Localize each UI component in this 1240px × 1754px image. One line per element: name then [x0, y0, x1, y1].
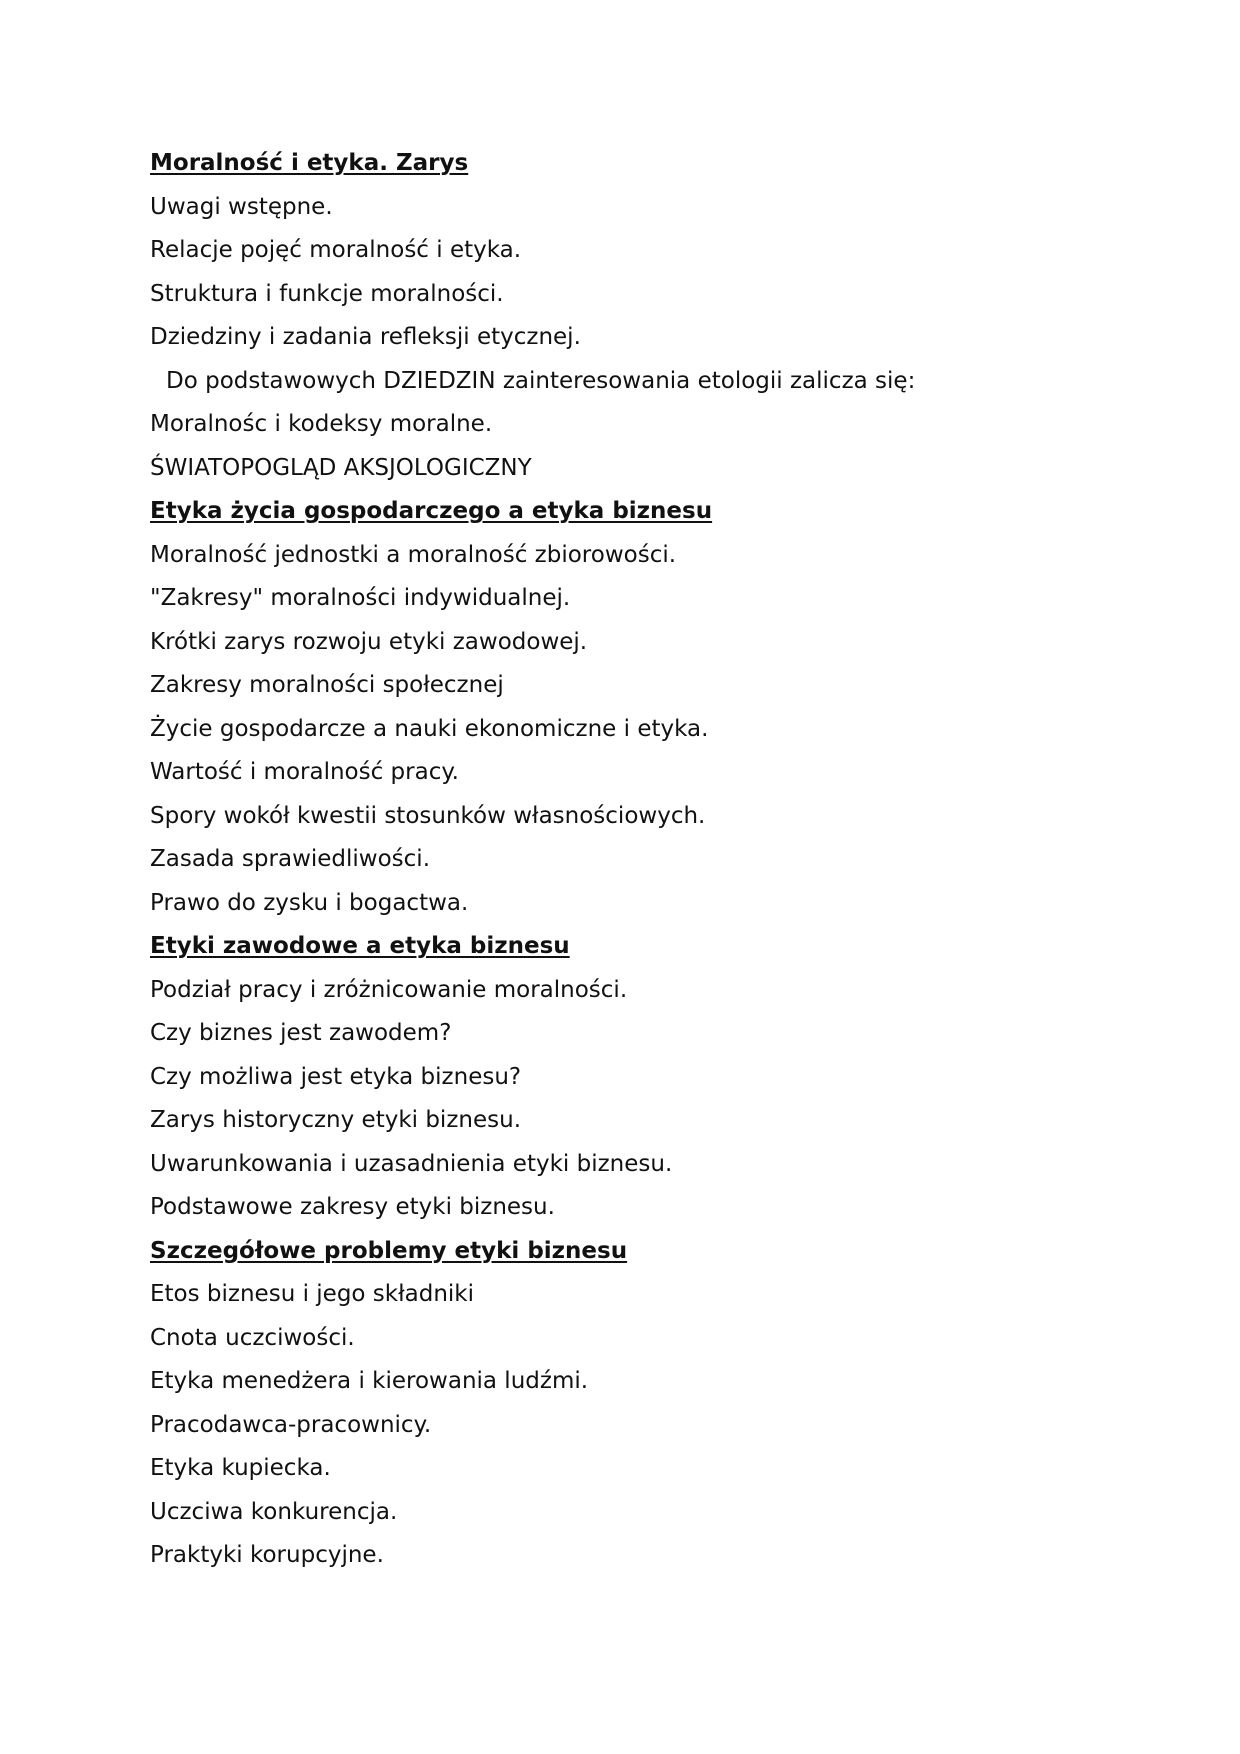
list-item: Krótki zarys rozwoju etyki zawodowej. — [150, 628, 588, 655]
list-item: "Zakresy" moralności indywidualnej. — [150, 585, 571, 611]
list-item: Do podstawowych DZIEDZIN zainteresowania etologii zalicza się: — [166, 367, 916, 394]
list-item: Moralnośc i kodeksy moralne. — [150, 411, 493, 437]
document-title: Moralność i etyka. Zarys — [150, 150, 469, 176]
list-item: Uczciwa konkurencja. — [150, 1498, 398, 1525]
list-item: Uwarunkowania i uzasadnienia etyki biznesu. — [150, 1150, 673, 1177]
list-item: Spory wokół kwestii stosunków własnościowych. — [150, 802, 706, 829]
list-item: Etyka menedżera i kierowania ludźmi. — [150, 1368, 589, 1394]
list-item: Prawo do zysku i bogactwa. — [150, 889, 469, 916]
list-item: Zasada sprawiedliwości. — [150, 846, 431, 872]
list-item: Podział pracy i zróżnicowanie moralności. — [150, 976, 628, 1003]
list-item: Czy możliwa jest etyka biznesu? — [150, 1063, 522, 1090]
list-item: Podstawowe zakresy etyki biznesu. — [150, 1194, 555, 1220]
list-item: Relacje pojęć moralność i etyka. — [150, 237, 522, 263]
section-heading: Szczegółowe problemy etyki biznesu — [150, 1237, 628, 1264]
list-item: Życie gospodarcze a nauki ekonomiczne i etyka. — [150, 715, 709, 742]
list-item: Wartość i moralność pracy. — [150, 759, 459, 785]
list-item: Czy biznes jest zawodem? — [150, 1020, 452, 1046]
list-item: ŚWIATOPOGLĄD AKSJOLOGICZNY — [150, 454, 532, 481]
list-item: Cnota uczciwości. — [150, 1324, 355, 1351]
document-body — [150, 142, 1150, 1578]
list-item: Moralność jednostki a moralność zbiorowości. — [150, 541, 677, 568]
list-item: Etos biznesu i jego składniki — [150, 1281, 475, 1307]
list-item: Zakresy moralności społecznej — [150, 672, 504, 698]
section-heading: Etyka życia gospodarczego a etyka biznesu — [150, 498, 713, 524]
list-item: Pracodawca-pracownicy. — [150, 1411, 432, 1438]
list-item: Uwagi wstępne. — [150, 193, 333, 220]
list-item: Praktyki korupcyjne. — [150, 1542, 384, 1568]
list-item: Dziedziny i zadania refleksji etycznej. — [150, 324, 581, 350]
list-item: Zarys historyczny etyki biznesu. — [150, 1107, 521, 1133]
list-item: Struktura i funkcje moralności. — [150, 280, 504, 307]
section-heading: Etyki zawodowe a etyka biznesu — [150, 933, 570, 959]
list-item: Etyka kupiecka. — [150, 1455, 331, 1481]
